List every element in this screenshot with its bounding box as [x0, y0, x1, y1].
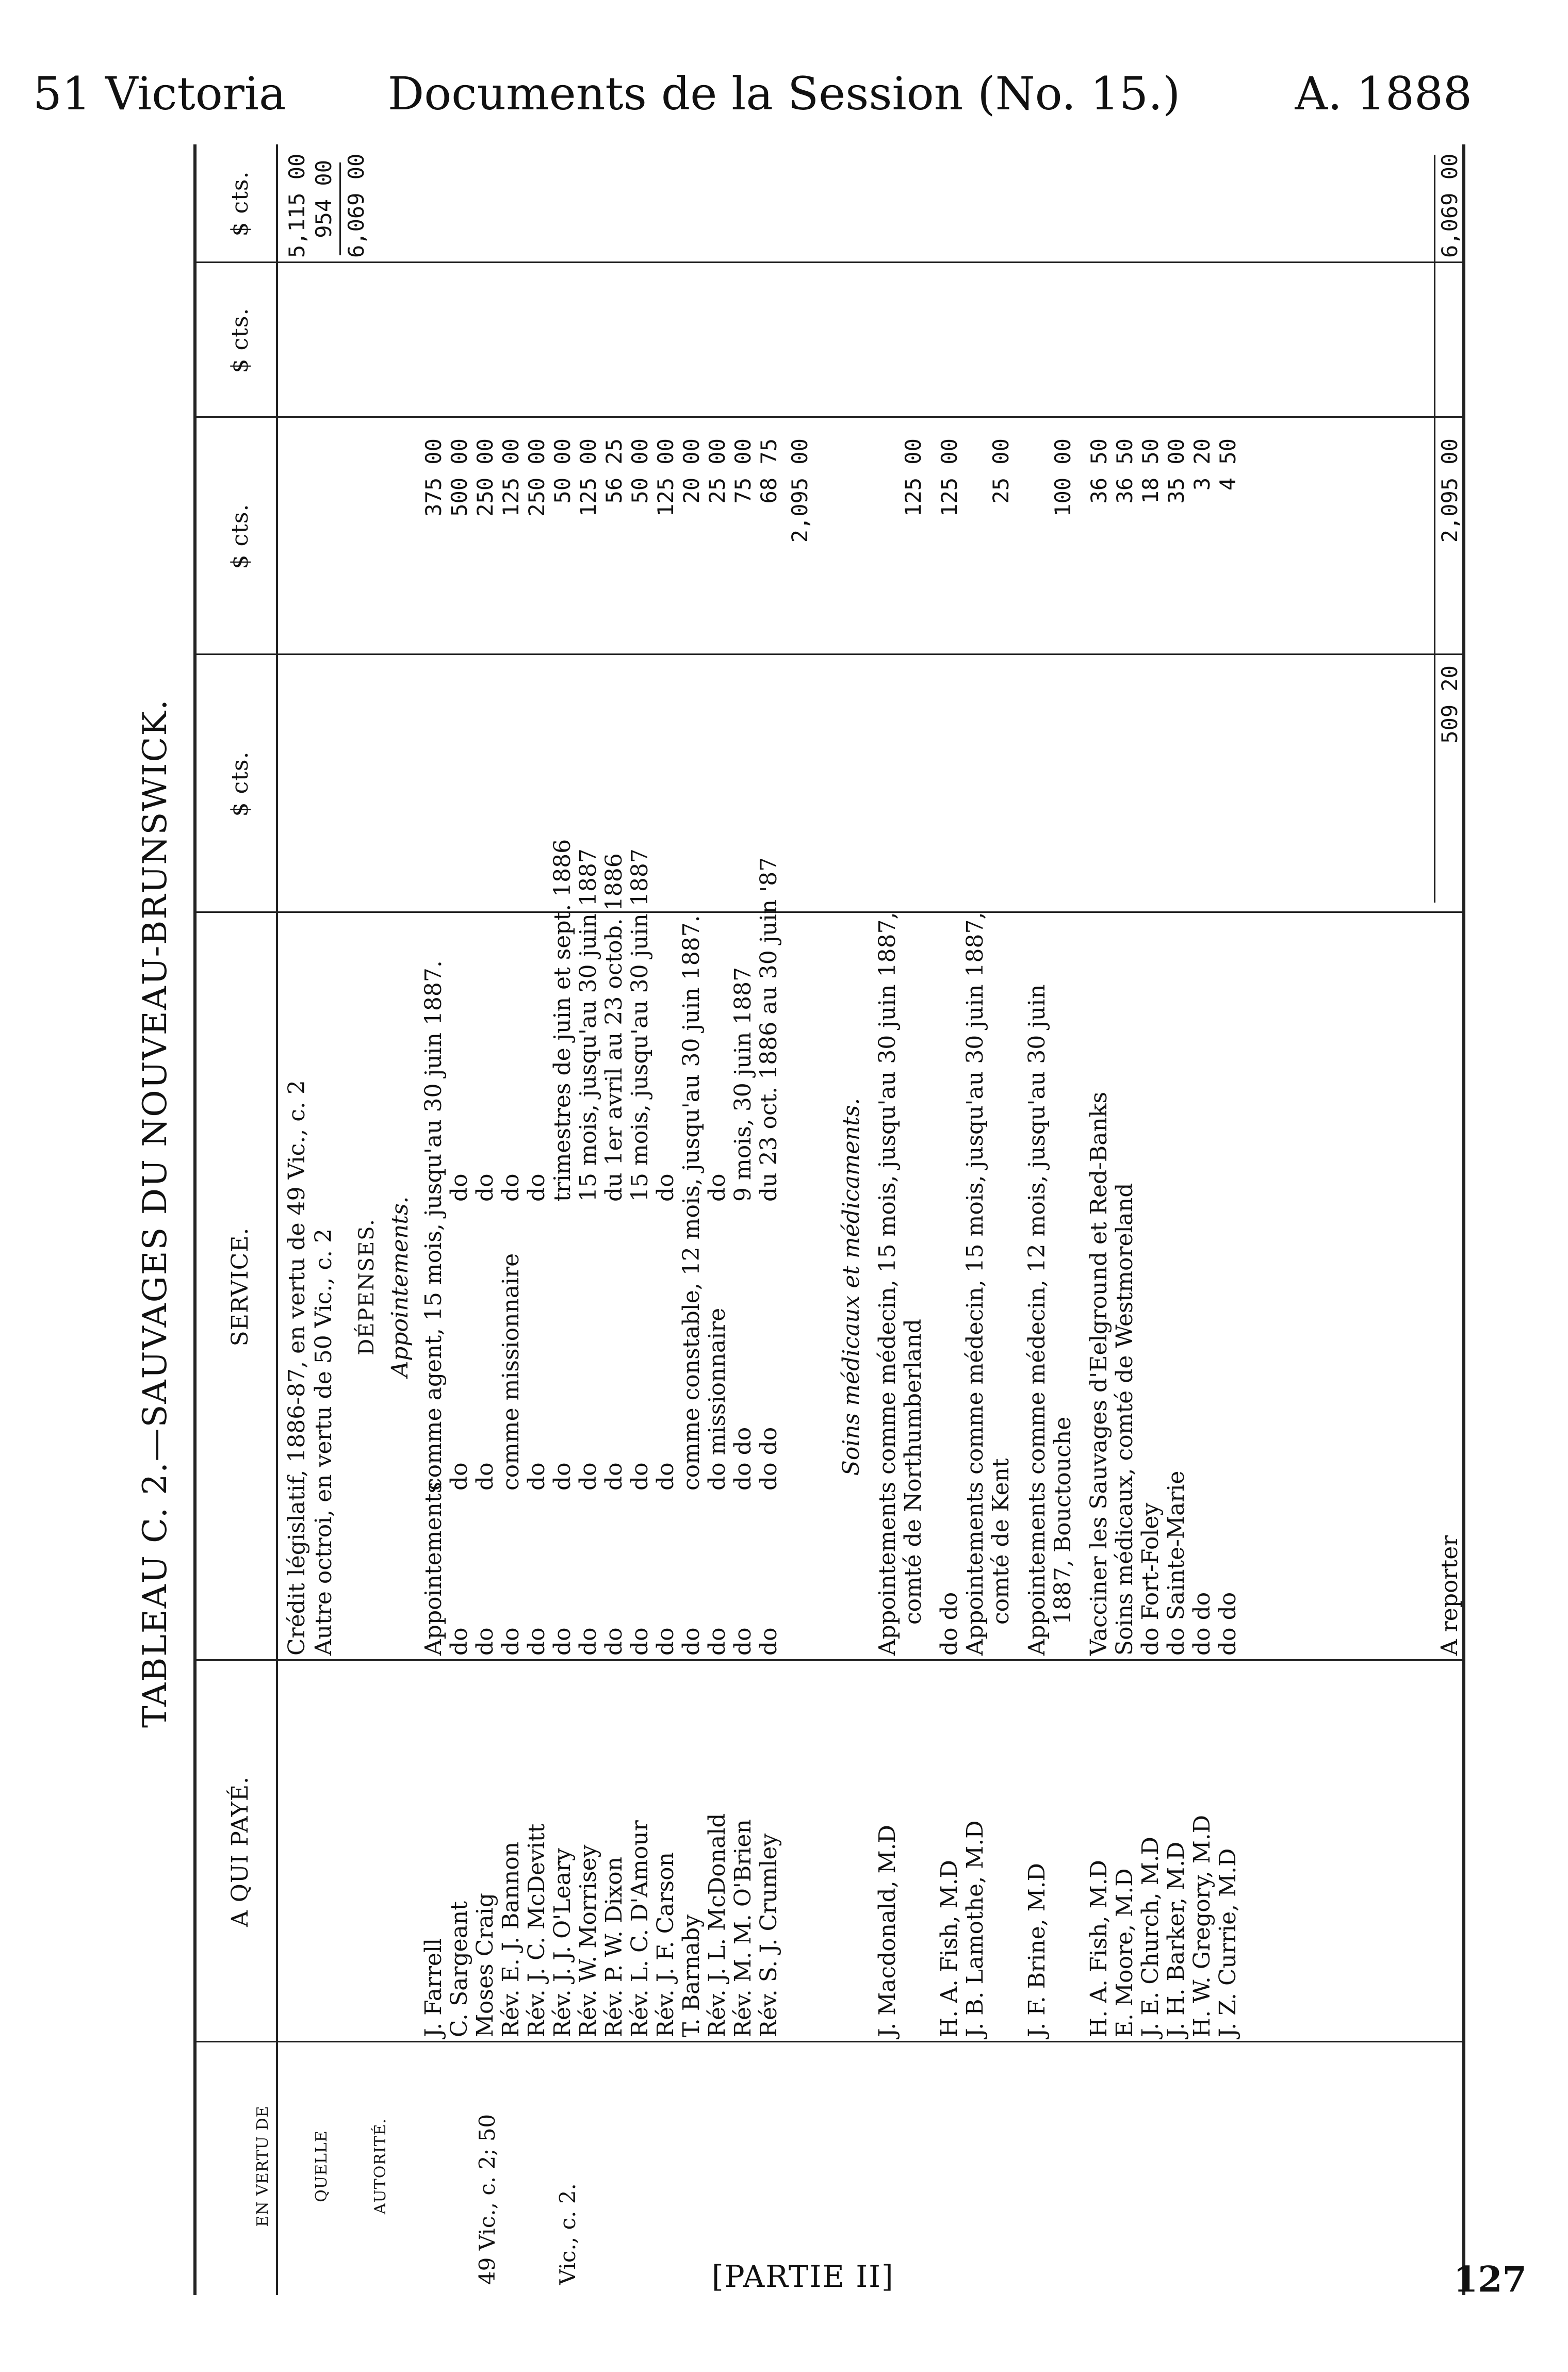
credit-total: 6,069 00	[344, 153, 369, 258]
row-description: do	[446, 1462, 472, 1491]
row-amount: 25 00	[705, 438, 730, 504]
payee-name: Rév. J. F. Carson	[652, 1852, 679, 2037]
row-prefix: do	[704, 1627, 730, 1656]
col-divider-amt3	[193, 261, 1462, 263]
credit-amount-2: 954 00	[311, 160, 336, 238]
payee-name: Rév. J. L. McDonald	[704, 1813, 730, 2037]
payee-name: Rév. W. Morrisey	[575, 1844, 601, 2037]
row-description: do missionnaire	[704, 1307, 730, 1491]
medical-amount: 18 50	[1138, 438, 1163, 504]
payee-name: Rév. E. J. Bannon	[498, 1841, 524, 2037]
row-description: comme missionnaire	[498, 1253, 524, 1491]
medical-amount: 125 00	[901, 438, 926, 517]
header-series-year: A. 1888	[1295, 67, 1472, 120]
medical-payee: J. E. Church, M.D	[1137, 1837, 1164, 2037]
medical-description: Vacciner les Sauvages d'Eelground et Red-Banks	[1086, 1091, 1112, 1656]
payee-name: Rév. L. C. D'Amour	[627, 1820, 653, 2037]
payee-name: J. Farrell	[420, 1938, 447, 2037]
row-amount: 50 00	[627, 438, 652, 504]
payee-name: Moses Craig	[472, 1893, 498, 2037]
row-description-detail: 15 mois, jusqu'au 30 juin 1887	[627, 848, 653, 1202]
rotated-financial-table	[126, 144, 1498, 2295]
medical-payee: H. A. Fish, M.D	[936, 1860, 962, 2037]
col-divider-payee	[193, 1659, 1462, 1661]
row-description: do do	[730, 1427, 756, 1491]
payee-name: Rév. S. J. Crumley	[756, 1833, 782, 2037]
row-description-detail: do	[704, 1173, 730, 1202]
row-description-detail: 9 mois, 30 juin 1887	[730, 967, 756, 1202]
row-amount: 56 25	[601, 438, 627, 504]
credit-line-2: Autre octroi, en vertu de 50 Vic., c. 2	[311, 1229, 337, 1656]
medical-description: do do	[936, 1592, 962, 1656]
col-divider-authority	[193, 2041, 1462, 2042]
row-description-detail: du 23 oct. 1886 au 30 juin '87	[756, 857, 782, 1202]
payee-name: C. Sargeant	[446, 1901, 472, 2037]
medical-amount: 100 00	[1050, 438, 1075, 517]
medical-description: do Sainte-Marie	[1163, 1470, 1189, 1656]
total-col3: 509 20	[1437, 665, 1462, 744]
row-description: do	[652, 1462, 679, 1491]
row-amount: 75 00	[730, 438, 756, 504]
medical-amount: 125 00	[937, 438, 962, 517]
row-amount: 500 00	[447, 438, 472, 517]
payee-name: Rév. M. M. O'Brien	[730, 1819, 756, 2037]
row-amount: 125 00	[653, 438, 678, 517]
row-prefix: do	[756, 1627, 782, 1656]
row-prefix: do	[472, 1627, 498, 1656]
soins-label: Soins médicaux et médicaments.	[838, 1098, 864, 1476]
row-description-detail: do	[652, 1173, 679, 1202]
header-bottom-rule	[276, 144, 278, 2295]
medical-amount: 4 50	[1215, 438, 1240, 491]
credit-line-1: Crédit législatif, 1886-87, en vertu de 49 Vic., c. 2	[284, 1080, 310, 1656]
header-document-title: Documents de la Session (No. 15.)	[387, 67, 1181, 120]
medical-description: do do	[1215, 1592, 1241, 1656]
page-number: 127	[1453, 2259, 1527, 2300]
colhead-amount-4: $ cts.	[227, 171, 253, 237]
total-col2: 2,095 00	[1437, 438, 1462, 543]
row-description: do	[549, 1462, 576, 1491]
row-amount: 250 00	[524, 438, 549, 517]
medical-amount: 25 00	[988, 438, 1014, 504]
colhead-amount-3: $ cts.	[227, 307, 253, 373]
depenses-label: DÉPENSES.	[355, 1218, 379, 1355]
total-col4: 6,069 00	[1437, 153, 1462, 258]
colhead-service: SERVICE.	[227, 1227, 253, 1347]
authority-text: 49 Vic., c. 2; 50 Vic., c. 2.	[475, 2114, 580, 2285]
payee-name: Rév. P. W. Dixon	[601, 1857, 627, 2037]
colhead-authority: EN VERTU DE QUELLE AUTORITÉ.	[254, 2105, 389, 2227]
row-prefix: do	[601, 1627, 627, 1656]
col-divider-amt1	[193, 653, 1462, 655]
col-divider-amt2	[193, 416, 1462, 418]
medical-description: comté de Kent	[988, 1458, 1014, 1625]
colhead-amount-1: $ cts.	[227, 751, 253, 817]
row-prefix: do	[498, 1627, 524, 1656]
row-prefix: do	[730, 1627, 756, 1656]
row-description-detail: 15 mois, jusqu'au 30 juin 1887	[575, 848, 601, 1202]
payee-name: Rév. J. J. O'Leary	[549, 1848, 576, 2037]
medical-payee: J. H. Barker, M.D	[1163, 1841, 1189, 2037]
medical-description: 1887, Bouctouche	[1050, 1416, 1076, 1625]
row-prefix: do	[652, 1627, 679, 1656]
medical-amount: 36 50	[1112, 438, 1137, 504]
row-description: do	[575, 1462, 601, 1491]
medical-description: do Fort-Foley	[1137, 1502, 1164, 1656]
row-prefix: Appointements	[420, 1481, 447, 1656]
col-divider-service	[193, 911, 1462, 913]
medical-amount: 3 20	[1189, 438, 1215, 491]
row-description-detail: do	[472, 1173, 498, 1202]
header-session-year: 51 Victoria	[33, 67, 286, 120]
row-prefix: do	[678, 1627, 705, 1656]
table-top-rule	[193, 144, 197, 2295]
row-description: do	[601, 1462, 627, 1491]
medical-amount: 35 00	[1164, 438, 1189, 504]
medical-payee: J. F. Brine, M.D	[1024, 1863, 1050, 2037]
row-description-detail: do	[498, 1173, 524, 1202]
row-description: do do	[756, 1427, 782, 1491]
footer-part-label: [PARTIE II]	[712, 2259, 894, 2294]
row-description-detail: do	[446, 1173, 472, 1202]
row-description-detail: trimestres de juin et sept. 1886	[549, 839, 576, 1202]
medical-payee: J. Z. Currie, M.D	[1215, 1848, 1241, 2037]
medical-payee: E. Moore, M.D	[1112, 1868, 1138, 2037]
medical-payee: H. W. Gregory, M.D	[1189, 1814, 1215, 2037]
row-prefix: do	[524, 1627, 550, 1656]
row-description: do	[627, 1462, 653, 1491]
row-description: do	[524, 1462, 550, 1491]
row-amount: 68 75	[756, 438, 781, 504]
medical-description: comté de Northumberland	[900, 1319, 926, 1625]
medical-description: Appointements comme médecin, 15 mois, jusqu'au 30 juin 1887,	[874, 912, 901, 1656]
medical-description: Appointements comme médecin, 15 mois, jusqu'au 30 juin 1887,	[962, 912, 988, 1656]
a-reporter-label: A reporter	[1436, 1535, 1463, 1656]
row-description: do	[472, 1462, 498, 1491]
row-description-detail: du 1er avril au 23 octob. 1886	[601, 853, 627, 1202]
row-prefix: do	[446, 1627, 472, 1656]
payee-name: T. Barnaby	[678, 1914, 705, 2037]
total-rule	[1434, 155, 1435, 903]
row-description: comme agent, 15 mois, jusqu'au 30 juin 1887.	[420, 960, 447, 1491]
row-description: comme constable, 12 mois, jusqu'au 30 juin 1887.	[678, 915, 705, 1491]
credit-sum-rule	[339, 162, 341, 255]
payee-name: Rév. J. C. McDevitt	[524, 1823, 550, 2037]
credit-amount-1: 5,115 00	[284, 153, 309, 258]
medical-description: do do	[1189, 1592, 1215, 1656]
colhead-amount-2: $ cts.	[227, 503, 253, 569]
row-amount: 250 00	[472, 438, 498, 517]
colhead-payee: A QUI PAYÉ.	[227, 1776, 253, 1927]
row-amount: 50 00	[550, 438, 575, 504]
appointements-total: 2,095 00	[787, 438, 812, 543]
appointements-label: Appointements.	[387, 1196, 413, 1378]
medical-description: Appointements comme médecin, 12 mois, jusqu'au 30 juin	[1024, 984, 1050, 1656]
row-description-detail: do	[524, 1173, 550, 1202]
row-prefix: do	[627, 1627, 653, 1656]
medical-amount: 36 50	[1086, 438, 1112, 504]
table-title: TABLEAU C. 2.—SAUVAGES DU NOUVEAU-BRUNSWICK.	[136, 698, 174, 1728]
medical-description: Soins médicaux, comté de Westmoreland	[1112, 1183, 1138, 1656]
medical-payee: J. Macdonald, M.D	[874, 1825, 901, 2037]
row-amount: 125 00	[498, 438, 524, 517]
row-prefix: do	[575, 1627, 601, 1656]
row-amount: 375 00	[421, 438, 446, 517]
medical-payee: J. B. Lamothe, M.D	[962, 1820, 988, 2037]
row-prefix: do	[549, 1627, 576, 1656]
row-amount: 125 00	[576, 438, 601, 517]
row-amount: 20 00	[679, 438, 704, 504]
medical-payee: H. A. Fish, M.D	[1086, 1860, 1112, 2037]
